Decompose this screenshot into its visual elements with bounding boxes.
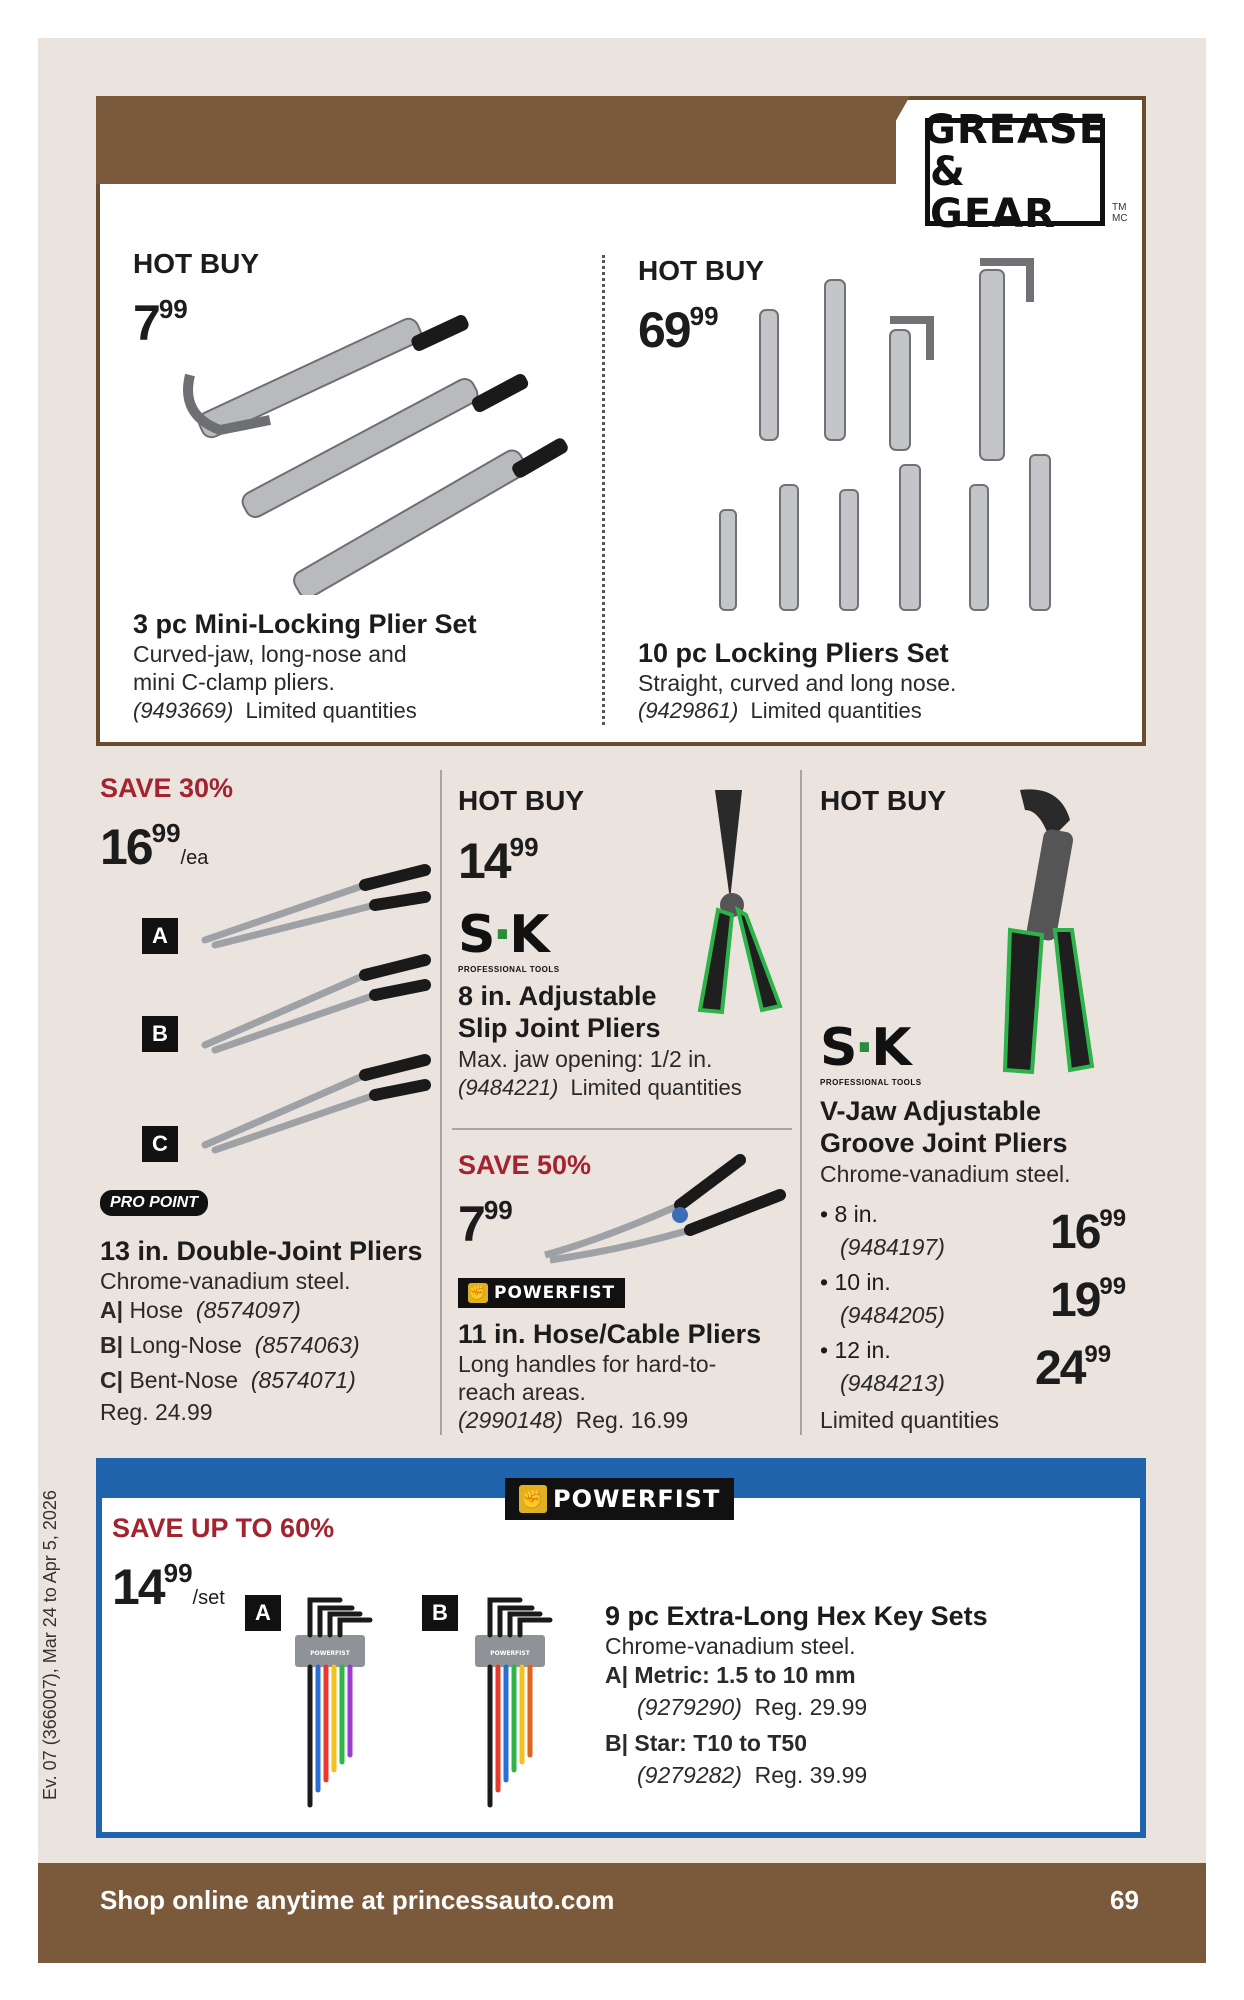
p6-sku-10: (9484205) bbox=[840, 1302, 945, 1328]
fist-icon: ✊ bbox=[468, 1285, 488, 1301]
p5-desc1: Long handles for hard-to- bbox=[458, 1351, 717, 1377]
p1-desc2: mini C-clamp pliers. bbox=[133, 669, 335, 695]
p5-desc2: reach areas. bbox=[458, 1379, 586, 1405]
p2-sku-line: (9429861) Limited quantities bbox=[638, 698, 922, 723]
p5-sku-line: (2990148) Reg. 16.99 bbox=[458, 1407, 689, 1433]
p5-title: 11 in. Hose/Cable Pliers bbox=[458, 1319, 762, 1349]
p6-size-10: • 10 in. bbox=[820, 1269, 891, 1295]
p6-sku-8: (9484197) bbox=[840, 1234, 945, 1260]
p7-sku-b: (9279282) Reg. 39.99 bbox=[637, 1762, 868, 1788]
p6-price-10: $19^{99}$ bbox=[1050, 1273, 1127, 1327]
p6-sku-12: (9484213) bbox=[840, 1370, 945, 1396]
p1-price: $7^{99}$ bbox=[133, 294, 188, 351]
p7-label-b: B bbox=[422, 1595, 458, 1631]
pro-point-logo: PRO POINT bbox=[100, 1190, 208, 1216]
p3-reg: Reg. 24.99 bbox=[100, 1399, 213, 1425]
p1-desc1: Curved-jaw, long-nose and bbox=[133, 641, 407, 667]
p7-desc: Chrome-vanadium steel. bbox=[605, 1633, 856, 1659]
p3-title: 13 in. Double-Joint Pliers bbox=[100, 1236, 423, 1266]
p6-size-8: • 8 in. bbox=[820, 1201, 878, 1227]
page-number: 69 bbox=[1110, 1885, 1139, 1915]
p4-title1: 8 in. Adjustable bbox=[458, 981, 657, 1011]
p6-hot-buy: HOT BUY bbox=[820, 785, 946, 816]
p6-desc: Chrome-vanadium steel. bbox=[820, 1161, 1071, 1187]
edition-info: Ev. 07 (366007), Mar 24 to Apr 5, 2026 bbox=[40, 1490, 60, 1800]
locking-pliers-set-image bbox=[700, 250, 1100, 630]
fist-icon-large: ✊ bbox=[519, 1485, 547, 1513]
p6-note: Limited quantities bbox=[820, 1407, 999, 1433]
p4-title2: Slip Joint Pliers bbox=[458, 1013, 661, 1043]
powerfist-logo-small: ✊ POWERFIST bbox=[458, 1278, 625, 1308]
p4-hot-buy: HOT BUY bbox=[458, 785, 584, 816]
p7-price: $14^{99}$/set bbox=[112, 1558, 225, 1615]
logo-line2: & GEAR bbox=[930, 149, 1056, 237]
hose-cable-pliers-image bbox=[540, 1150, 790, 1270]
p2-hot-buy: HOT BUY bbox=[638, 255, 764, 286]
p1-hot-buy: HOT BUY bbox=[133, 248, 259, 279]
svg-text:POWERFIST: POWERFIST bbox=[310, 1650, 350, 1657]
p3-label-b: B bbox=[142, 1016, 178, 1052]
p3-price: $16^{99}/ea$ bbox=[100, 818, 209, 875]
p7-sku-a: (9279290) Reg. 29.99 bbox=[637, 1694, 868, 1720]
p7-item-b: B| Star: T10 to T50 bbox=[605, 1730, 807, 1756]
p7-title: 9 pc Extra-Long Hex Key Sets bbox=[605, 1601, 988, 1631]
p2-title: 10 pc Locking Pliers Set bbox=[638, 638, 949, 668]
p3-item-c: C| Bent-Nose (8574071) bbox=[100, 1367, 356, 1393]
divider-right bbox=[800, 770, 802, 1435]
p3-label-a: A bbox=[142, 918, 178, 954]
p2-price: $69^{99}$ bbox=[638, 301, 719, 358]
logo-line1: GREASE bbox=[922, 107, 1108, 153]
p4-price: $14^{99}$ bbox=[458, 832, 539, 889]
star-hex-key-set-image bbox=[470, 1590, 570, 1820]
footer-shop-online[interactable]: Shop online anytime at princessauto.com bbox=[100, 1885, 615, 1915]
p4-desc: Max. jaw opening: 1/2 in. bbox=[458, 1046, 713, 1072]
p6-price-12: $24^{99}$ bbox=[1035, 1341, 1112, 1395]
trademark: TM MC bbox=[1112, 202, 1128, 224]
mini-locking-pliers-image bbox=[170, 285, 590, 595]
sk-sub: PROFESSIONAL TOOLS bbox=[458, 965, 560, 974]
divider-dotted bbox=[602, 255, 605, 725]
groove-joint-pliers-image bbox=[990, 780, 1100, 1080]
p6-title2: Groove Joint Pliers bbox=[820, 1128, 1068, 1158]
p7-item-a: A| Metric: 1.5 to 10 mm bbox=[605, 1662, 856, 1688]
banner-header-bar bbox=[96, 96, 896, 184]
p5-price: $7^{99}$ bbox=[458, 1195, 513, 1252]
p6-price-8: $16^{99}$ bbox=[1050, 1205, 1127, 1259]
sk-logo: S·K bbox=[458, 905, 547, 965]
p3-save: SAVE 30% bbox=[100, 773, 234, 803]
slip-joint-pliers-image bbox=[680, 780, 790, 1020]
p7-label-a: A bbox=[245, 1595, 281, 1631]
p3-desc: Chrome-vanadium steel. bbox=[100, 1268, 351, 1294]
sk-logo-2: S·K bbox=[820, 1018, 909, 1078]
divider-middle bbox=[452, 1128, 792, 1130]
p1-title: 3 pc Mini-Locking Plier Set bbox=[133, 609, 477, 639]
p3-label-c: C bbox=[142, 1126, 178, 1162]
p7-save: SAVE UP TO 60% bbox=[112, 1513, 335, 1543]
p6-title1: V-Jaw Adjustable bbox=[820, 1096, 1042, 1126]
p5-save: SAVE 50% bbox=[458, 1150, 592, 1180]
powerfist-logo: ✊ POWERFIST bbox=[505, 1478, 734, 1520]
p1-sku-line: (9493669) Limited quantities bbox=[133, 698, 417, 723]
p6-size-12: • 12 in. bbox=[820, 1337, 891, 1363]
svg-text:POWERFIST: POWERFIST bbox=[490, 1650, 530, 1657]
p3-item-b: B| Long-Nose (8574063) bbox=[100, 1332, 360, 1358]
banner-header-slant bbox=[860, 96, 910, 184]
grease-gear-logo bbox=[922, 107, 1108, 237]
divider-left bbox=[440, 770, 442, 1435]
p3-item-a: A| Hose (8574097) bbox=[100, 1297, 301, 1323]
p2-desc: Straight, curved and long nose. bbox=[638, 670, 957, 696]
double-joint-pliers-image bbox=[195, 845, 435, 1175]
metric-hex-key-set-image bbox=[290, 1590, 390, 1820]
sk-sub-2: PROFESSIONAL TOOLS bbox=[820, 1078, 922, 1087]
p4-sku-line: (9484221) Limited quantities bbox=[458, 1075, 742, 1100]
